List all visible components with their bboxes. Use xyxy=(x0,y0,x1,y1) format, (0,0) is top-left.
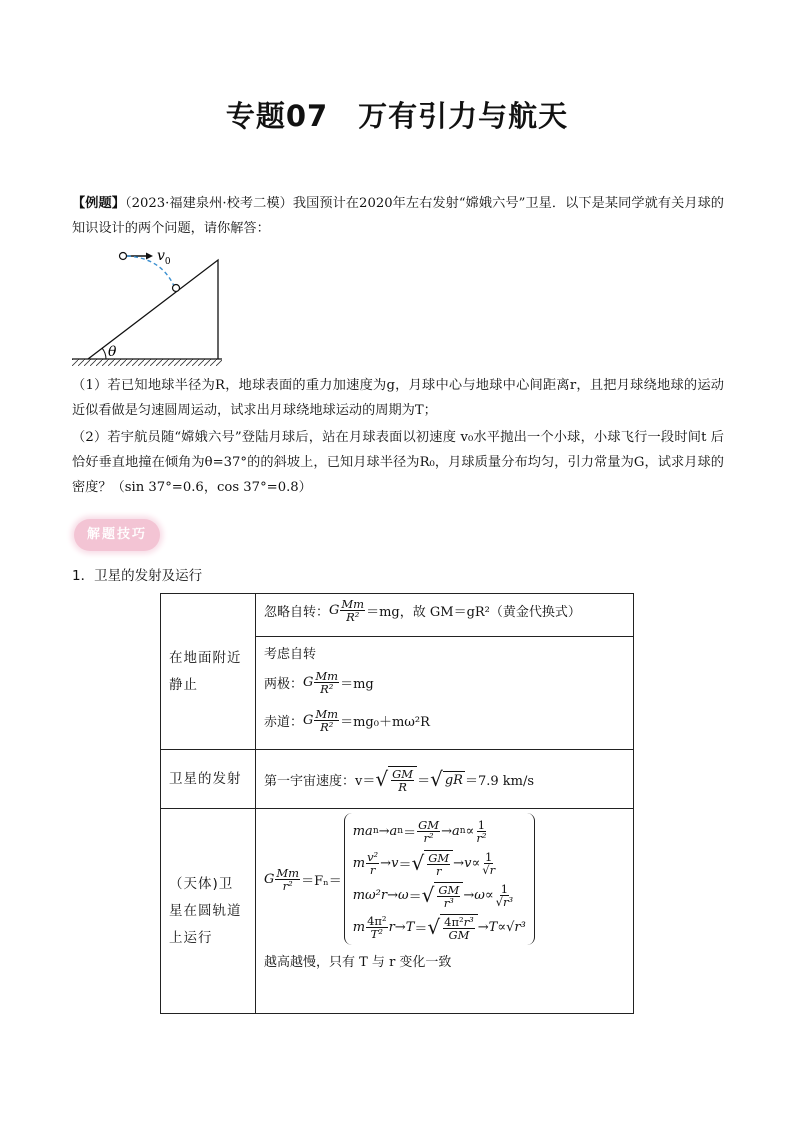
tips-badge: 解题技巧 xyxy=(74,519,160,551)
equator-formula: 赤道： G $\frac{Mm}{\text{R²}}$ ＝mg₀＋mω²R xyxy=(264,706,430,734)
example-text: 我国预计在2020年左右发射“嫦娥六号”卫星．以下是某同学就有关月球的知识设计的两个问题，请你解答： xyxy=(72,196,724,236)
angle-label: θ xyxy=(108,344,117,360)
table-row-launch xyxy=(161,750,634,809)
table-row-orbit xyxy=(161,809,634,1014)
ball-impact xyxy=(173,285,180,292)
page-title: 专题07 万有引力与航天 xyxy=(225,99,569,133)
incline-diagram xyxy=(66,246,236,370)
velocity-arrow-head xyxy=(146,253,153,260)
orbit-acceleration: ma n → a n ＝ $\frac{GM}{\text{r²}}$ → a n ∝ $\frac{1}{\text{r²}}$ xyxy=(352,817,487,845)
orbit-velocity: m $\frac{\text{v²}}{r}$ → v ＝ √ $\frac{GM}{r}$ → v ∝ $\frac{1}{√r}$ xyxy=(352,849,496,878)
angle-arc xyxy=(102,348,106,359)
question-1: （1）若已知地球半径为R，地球表面的重力加速度为g，月球中心与地球中心间距离r，且把月球绕地球的运动近似看做是匀速圆周运动，试求出月球绕地球运动的周期为T； xyxy=(72,378,724,418)
example-tag: 【例题】 xyxy=(72,196,125,211)
table-row-rest xyxy=(161,594,634,637)
orbit-angular-velocity: mω²r → ω ＝ √ $\frac{GM}{\text{r³}}$ → ω ∝ $\frac{1}{\text{√r³}}$ xyxy=(352,881,514,910)
question-2: （2）若宇航员随“嫦娥六号”登陆月球后，站在月球表面以初速度 v₀水平抛出一个小球，小球飞行一段时间t 后恰好垂直地撞在倾角为θ=37°的的斜坡上，已知月球半径为R₀，月球质量分布均匀，引力常量为G，试求月球的密度？（sin 37°=0.6，cos 37°=0.8） xyxy=(72,430,724,495)
first-cosmic-velocity: 第一宇宙速度：v＝ √ $\frac{GM}{R}$ ＝ √ gR ＝7.9 km/s xyxy=(264,766,535,794)
row-label-launch: 卫星的发射 xyxy=(161,750,256,809)
row-label-rest: 在地面附近静止 xyxy=(161,594,256,750)
example-source: （2023·福建泉州·校考二模） xyxy=(124,196,293,211)
orbit-period: m $\frac{\text{4π²}}{\text{T²}}$ r → T ＝ √ $\frac{\text{4π²r³}}{GM}$ → T ∝√ r³ xyxy=(352,913,526,942)
row-label-orbit: （天体)卫星在圆轨道上运行 xyxy=(161,809,256,1014)
consider-rotation: 考虑自转 xyxy=(264,646,317,662)
section-heading: 1．卫星的发射及运行 xyxy=(72,568,203,584)
velocity-label: $v_0$ xyxy=(157,248,171,267)
ground-hatching xyxy=(72,359,222,366)
formula-table xyxy=(160,593,634,1014)
ignore-rotation: 忽略自转： G $\frac{Mm}{\text{R²}}$ ＝mg，故 GM＝gR²（黄金代换式） xyxy=(264,597,581,624)
orbit-summary: 越高越慢，只有 T 与 r 变化一致 xyxy=(264,954,452,970)
ball-start xyxy=(120,253,127,260)
example-intro xyxy=(72,191,724,241)
poles-formula: 两极： G $\frac{Mm}{\text{R²}}$ ＝mg xyxy=(264,668,374,696)
orbit-formulas: G $\frac{Mm}{\text{r²}}$ ＝Fₙ＝ ma n → a n ＝ $\frac{GM}{\text{r²}}$ → a n ∝ $\frac{1}{\text{r²}}$ m $\frac{\text{v²}}{r}$ → v ＝ √ $\frac{GM}{r}$ → v ∝ $\frac{1}{√r}$ mω²r → ω ＝ √ $\frac{GM}{\text{r³}}$ → ω ∝ $\frac{1}{\text{√r³}}$ m $\frac{\text{4π²}}{\text{T²}}$ r → T ＝ √ $\frac{\text{4π²r³}}{GM}$ → T ∝√ r³ xyxy=(264,813,625,945)
